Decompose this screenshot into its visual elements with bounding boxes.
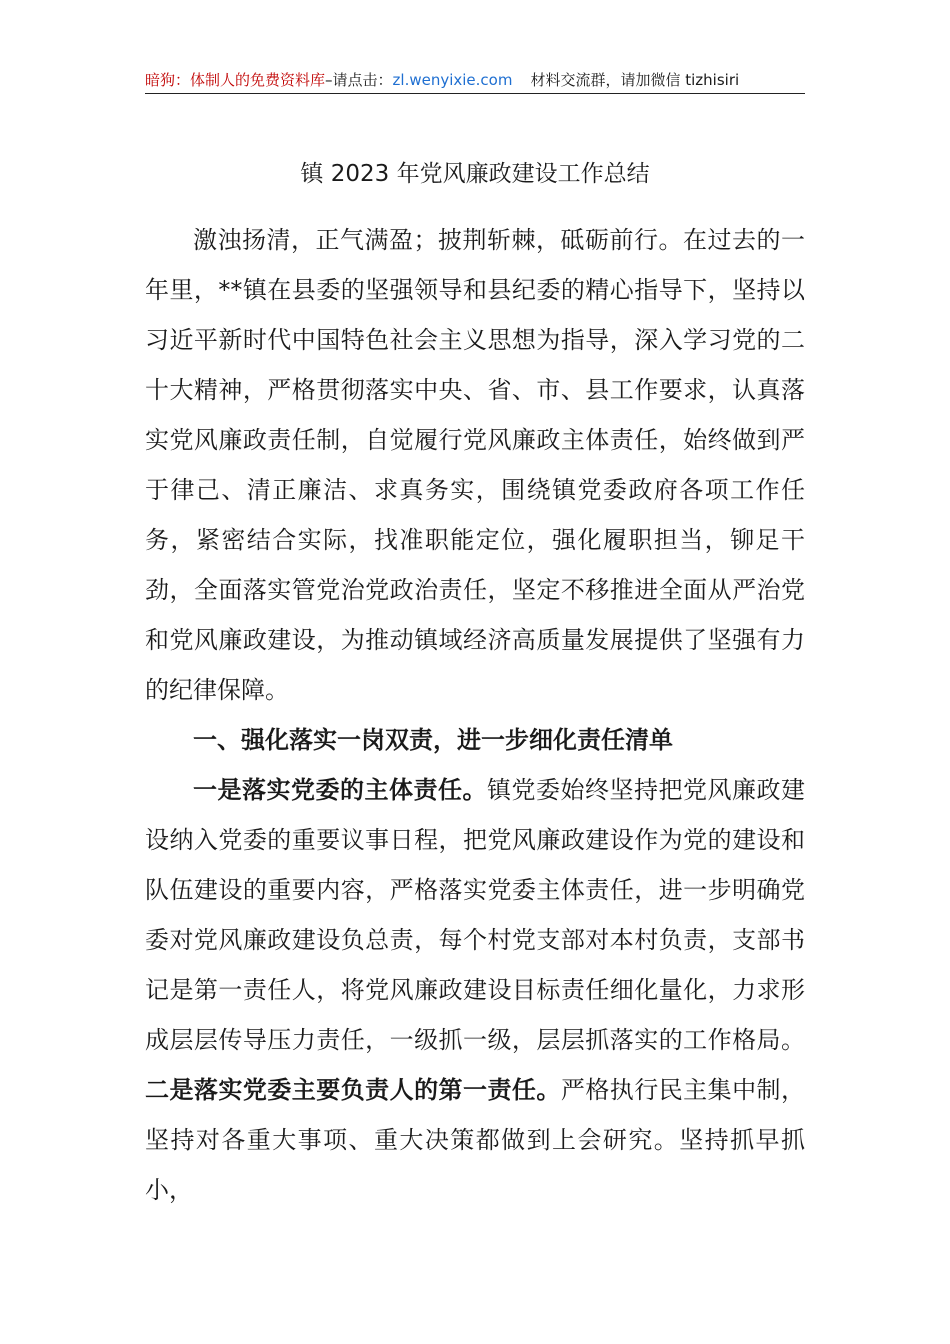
item2-lead: 二是落实党委主要负责人的第一责任。 — [145, 1076, 561, 1104]
intro-paragraph: 激浊扬清，正气满盈；披荆斩棘，砥砺前行。在过去的一年里，**镇在县委的坚强领导和县纪委的精心指导下，坚持以习近平新时代中国特色社会主义思想为指导，深入学习党的二十大精神，严格贯彻落实中央、省、市、县工作要求，认真落实党风廉政责任制，自觉履行党风廉政主体责任，始终做到严于律己、清正廉洁、求真务实，围绕镇党委政府各项工作任务，紧密结合实际，找准职能定位，强化履职担当，铆足干劲，全面落实管党治党政治责任，坚定不移推进全面从严治党和党风廉政建设，为推动镇域经济高质量发展提供了坚强有力的纪律保障。 — [145, 226, 805, 704]
header-url-link[interactable]: zl.wenyixie.com — [392, 71, 513, 89]
section-heading: 一、强化落实一岗双责，进一步细化责任清单 — [193, 726, 673, 754]
document-title: 镇 2023 年党风廉政建设工作总结 — [300, 161, 650, 187]
document-body — [145, 215, 805, 1215]
item1-text: 镇党委始终坚持把党风廉政建设纳入党委的重要议事日程，把党风廉政建设作为党的建设和队伍建设的重要内容，严格落实党委主体责任，进一步明确党委对党风廉政建设负总责，每个村党支部对本村负责，支部书记是第一责任人，将党风廉政建设目标责任细化量化，力求形成层层传导压力责任，一级抓一级，层层抓落实的工作格局。 — [145, 776, 805, 1054]
section-paragraph — [145, 765, 805, 1215]
item2-text: 严格执行民主集中制，坚持对各重大事项、重大决策都做到上会研究。坚持抓早抓小， — [145, 1076, 806, 1204]
header-site-label: 暗狗：体制人的免费资料库 — [145, 71, 326, 89]
header-divider — [145, 93, 805, 94]
item1-lead: 一是落实党委的主体责任。 — [193, 776, 487, 804]
page-header — [145, 68, 805, 92]
header-contact: 材料交流群，请加微信 tizhisiri — [530, 71, 740, 89]
header-click-label: –请点击： — [325, 71, 393, 89]
